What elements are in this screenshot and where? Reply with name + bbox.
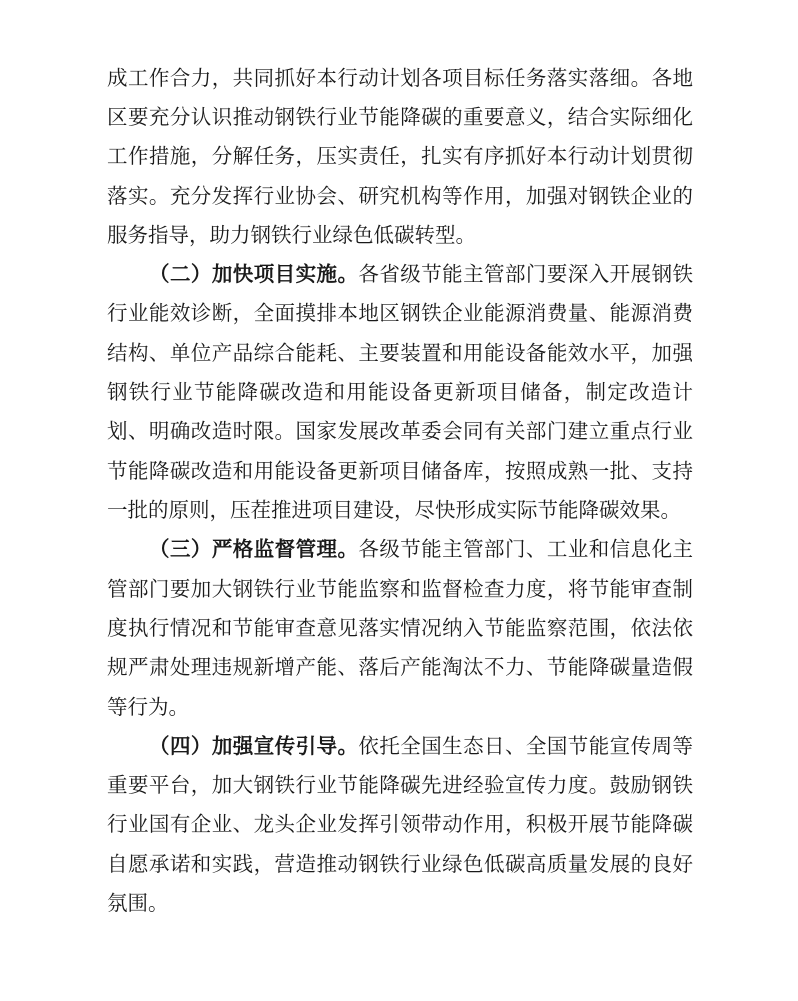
text-line: 节能降碳改造和用能设备更新项目储备库，按照成熟一批、支持 bbox=[107, 459, 693, 483]
text-line: 行业国有企业、龙头企业发挥引领带动作用，积极开展节能降碳 bbox=[107, 812, 693, 836]
text-line: 服务指导，助力钢铁行业绿色低碳转型。 bbox=[107, 223, 476, 247]
text-span: 各省级节能主管部门要深入开展钢铁 bbox=[358, 262, 694, 286]
text-line: 重要平台，加大钢铁行业节能降碳先进经验宣传力度。鼓励钢铁 bbox=[107, 773, 693, 797]
text-line: 规严肃处理违规新增产能、落后产能淘汰不力、节能降碳量造假 bbox=[107, 655, 693, 679]
section-heading: （四）加强宣传引导。 bbox=[149, 734, 359, 758]
text-line: 钢铁行业节能降碳改造和用能设备更新项目储备，制定改造计 bbox=[107, 380, 693, 404]
text-line: 区要充分认识推动钢铁行业节能降碳的重要意义，结合实际细化 bbox=[107, 105, 693, 129]
text-line bbox=[149, 259, 693, 289]
section-heading: （三）严格监督管理。 bbox=[149, 537, 359, 561]
text-line: 自愿承诺和实践，营造推动钢铁行业绿色低碳高质量发展的良好 bbox=[107, 852, 693, 876]
text-span: 依托全国生态日、全国节能宣传周等 bbox=[358, 734, 694, 758]
text-line: 等行为。 bbox=[107, 695, 189, 719]
text-line: 工作措施，分解任务，压实责任，扎实有序抓好本行动计划贯彻 bbox=[107, 144, 693, 168]
text-line: 成工作合力，共同抓好本行动计划各项目标任务落实落细。各地 bbox=[107, 66, 693, 90]
text-line: 管部门要加大钢铁行业节能监察和监督检查力度，将节能审查制 bbox=[107, 577, 693, 601]
text-line: 行业能效诊断，全面摸排本地区钢铁企业能源消费量、能源消费 bbox=[107, 301, 693, 325]
text-line: 一批的原则，压茬推进项目建设，尽快形成实际节能降碳效果。 bbox=[107, 498, 681, 522]
text-line: 划、明确改造时限。国家发展改革委会同有关部门建立重点行业 bbox=[107, 419, 693, 443]
text-line: 落实。充分发挥行业协会、研究机构等作用，加强对钢铁企业的 bbox=[107, 184, 693, 208]
text-line: 氛围。 bbox=[107, 891, 169, 915]
section-heading: （二）加快项目实施。 bbox=[149, 262, 359, 286]
text-line bbox=[149, 534, 693, 564]
text-line: 度执行情况和节能审查意见落实情况纳入节能监察范围，依法依 bbox=[107, 616, 693, 640]
text-span: 各级节能主管部门、工业和信息化主 bbox=[358, 537, 694, 561]
text-line: 结构、单位产品综合能耗、主要装置和用能设备能效水平，加强 bbox=[107, 341, 693, 365]
text-line bbox=[149, 731, 693, 761]
